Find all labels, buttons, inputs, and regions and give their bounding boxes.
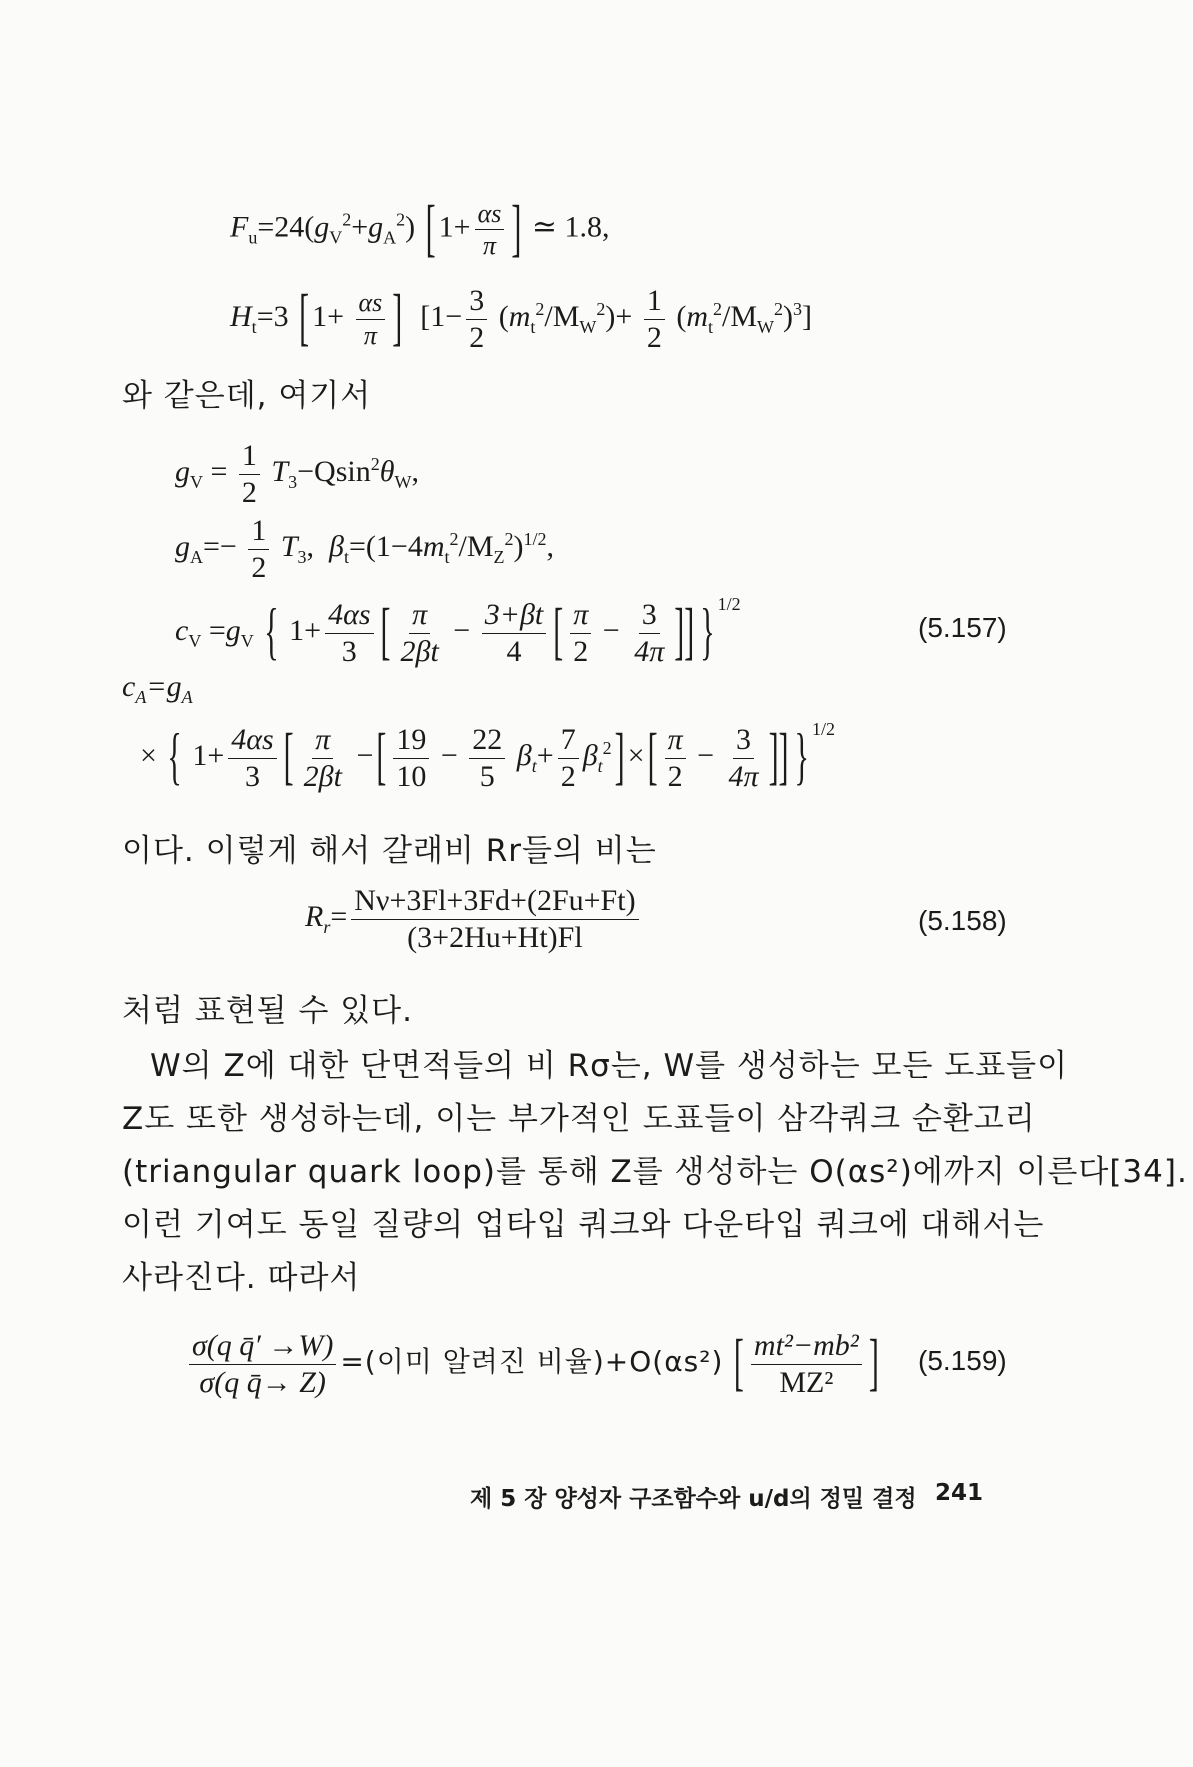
equation-rr: $R_r=$ $\frac{N\nu+3Fl+3Fd+(2Fu+Ft)}{(3+2Hu+Ht)Fl}$ <box>305 885 643 953</box>
equation-ht: $H_t=3$ [ 1+ $\frac{\alpha s}{\pi}$ ] [1− $\frac{3}{2}$ $(m_t^2/M_W^2)+$ $\frac{1}{2}$ $(m_t^2/M_W^2)^3$] <box>230 283 813 354</box>
paragraph-4-line-4: 이런 기여도 동일 질량의 업타입 쿼크와 다운타입 쿼크에 대해서는 <box>122 1207 1045 1243</box>
equation-ca-cont: × { 1+ $\frac{4\alpha s}{3}$ [ $\frac{\pi}{2\beta t}$ − [ $\frac{19}{10}$ − $\frac{22}{5}$ $\beta_t+$ $\frac{7}{2}$ $\beta_t^2$ ] × [ $\frac{\pi}{2}$ − $\frac{3}{4\pi}$ ]] } $^{1/2}$ <box>140 719 835 793</box>
paragraph-4-line-2: Z도 또한 생성하는데, 이는 부가적인 도표들이 삼각쿼크 순환고리 <box>122 1101 1036 1137</box>
equation-sigma-ratio: $\frac{\text{σ(q q̄′ →W)}}{\text{σ(q q̄→ Z)}}$ =(이미 알려진 비율)+O(αs²) [ $\frac{\text{mt²−mb²}}{\text{MZ²}}$ ] <box>185 1330 882 1398</box>
page-number: 241 <box>935 1480 984 1506</box>
paragraph-4-line-5: 사라진다. 따라서 <box>122 1260 361 1296</box>
equation-cv: $c_V =g_V$ { 1+ $\frac{4\alpha s}{3}$ [ $\frac{\pi}{2\beta t}$ − $\frac{3+\beta t}{4}$ [ $\frac{\pi}{2}$ − $\frac{3}{4\pi}$ ]] } $^{1/2}$ <box>175 594 741 668</box>
paragraph-2: 이다. 이렇게 해서 갈래비 Rr들의 비는 <box>122 833 657 869</box>
equation-ca: $c_A=g_A$ <box>122 670 193 707</box>
paragraph-3: 처럼 표현될 수 있다. <box>122 993 413 1029</box>
eq-number-5158: (5.158) <box>918 905 1007 936</box>
equation-fu: $F_u=24(g_V^2+g_A^2)$ [ 1+ $\frac{\alpha s}{\pi}$ ] ≃ 1.8, <box>230 194 610 264</box>
equation-ga: $g_A=-$ $\frac{1}{2}$ $T_3$, $\beta_t=(1-4m_t^2/M_Z^2)^{1/2}$, <box>175 514 555 584</box>
equation-gv: $g_V$ = $\frac{1}{2}$ $T_3-Qsin^2\theta_W$, <box>175 439 419 509</box>
paragraph-1: 와 같은데, 여기서 <box>122 378 372 414</box>
running-footer-chapter: 제 5 장 양성자 구조함수와 u/d의 정밀 결정 <box>470 1486 917 1512</box>
eq-number-5157: (5.157) <box>918 612 1007 643</box>
paragraph-4-line-3: (triangular quark loop)를 통해 Z를 생성하는 O(αs²)에까지 이른다[34]. <box>122 1154 1188 1190</box>
paragraph-4-line-1: W의 Z에 대한 단면적들의 비 Rσ는, W를 생성하는 모든 도표들이 <box>150 1048 1069 1084</box>
eq-number-5159: (5.159) <box>918 1345 1007 1376</box>
